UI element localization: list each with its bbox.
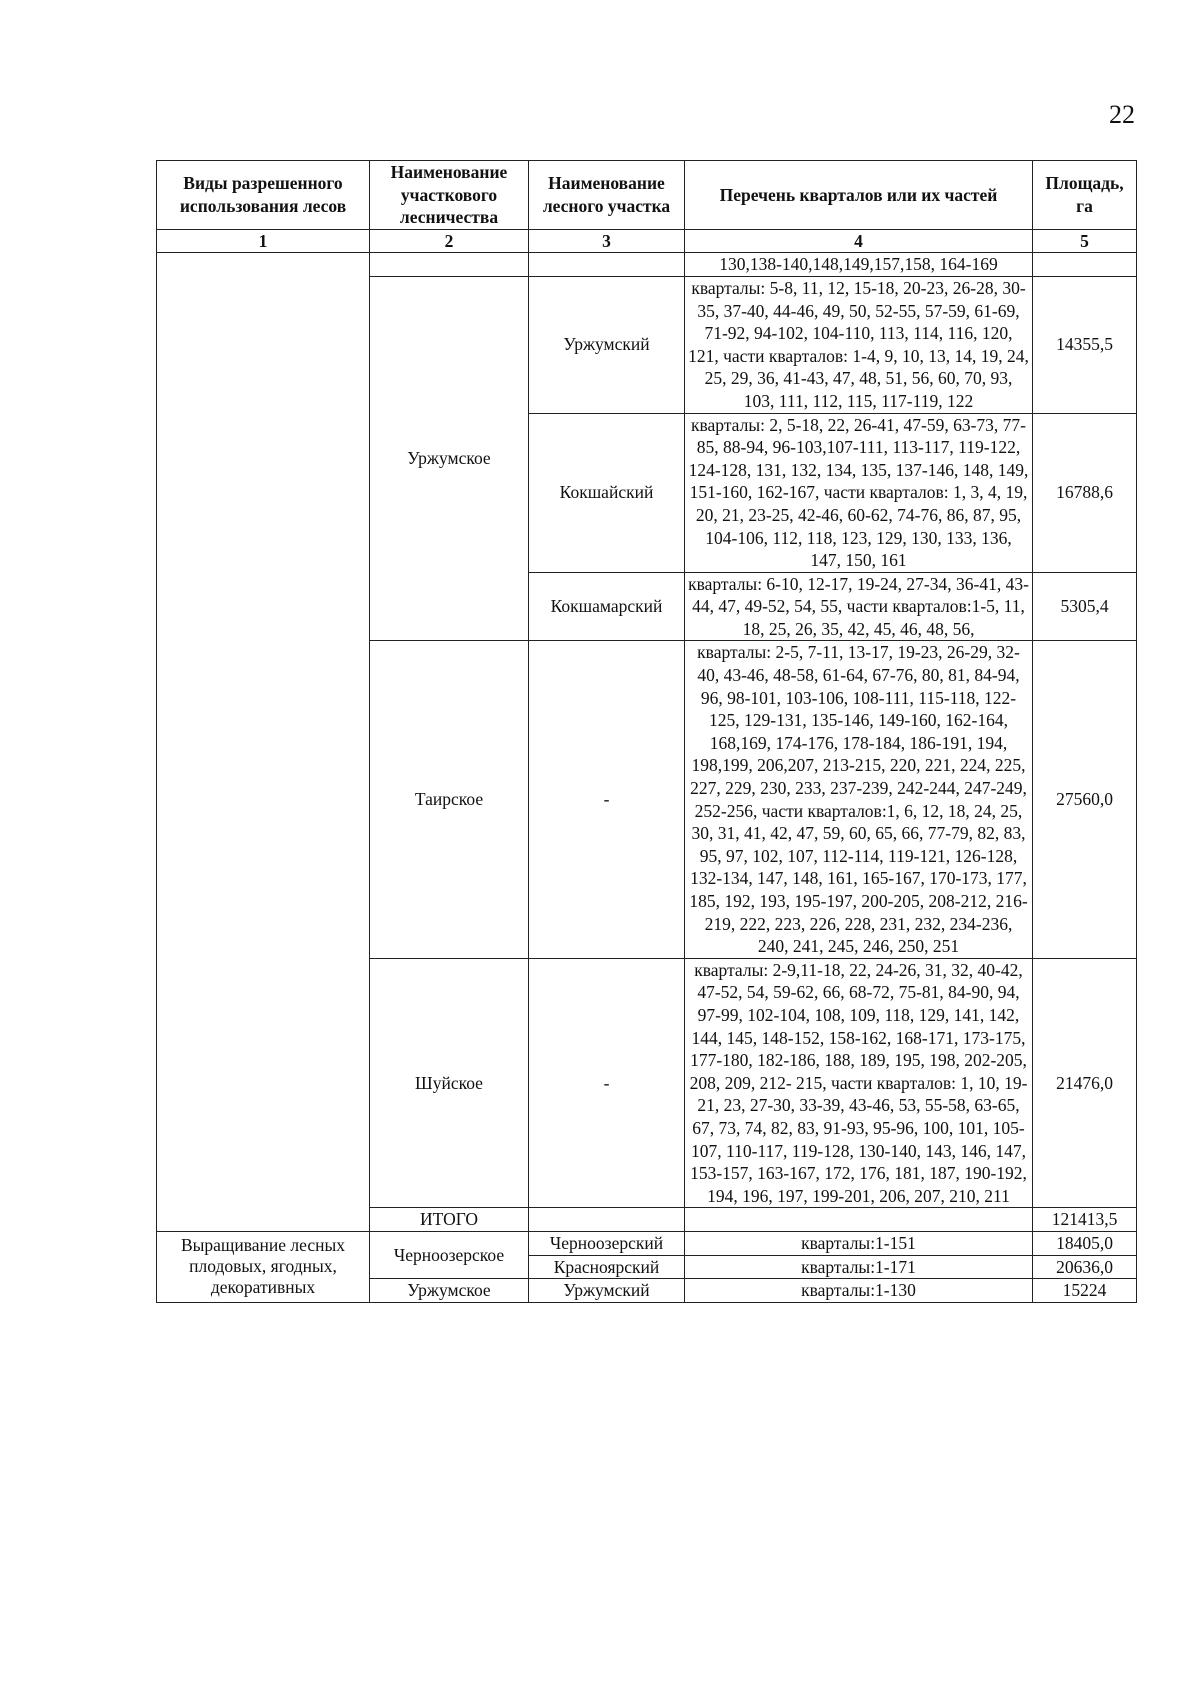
quarters-cell: кварталы: 6-10, 12-17, 19-24, 27-34, 36-41, 43-44, 47, 49-52, 54, 55, части кварталов:1-5, 11, 18, 25, 26, 35, 42, 45, 46, 48, 56,: [685, 572, 1033, 641]
header-area: Площадь, га: [1033, 161, 1137, 230]
header-plot: Наименование лесного участка: [529, 161, 685, 230]
plot-cell: -: [529, 958, 685, 1208]
column-number: 4: [685, 229, 1033, 253]
quarters-cell: кварталы: 5-8, 11, 12, 15-18, 20-23, 26-28, 30-35, 37-40, 44-46, 49, 50, 52-55, 57-59, 61-69, 71-92, 94-102, 104-110, 113, 114, 116, 120, 121, части кварталов: 1-4, 9, 10, 13, 14, 19, 24, 25, 29, 36, 41-43, 47, 48, 51, 56, 60, 70, 93, 103, 111, 112, 115, 117-119, 122: [685, 276, 1033, 413]
plot-cell: Уржумский: [529, 276, 685, 413]
quarters-cell: кварталы: 2-9,11-18, 22, 24-26, 31, 32, 40-42, 47-52, 54, 59-62, 66, 68-72, 75-81, 84-90, 94, 97-99, 102-104, 108, 109, 118, 129, 141, 142, 144, 145, 148-152, 158-162, 168-171, 173-175, 177-180, 182-186, 188, 189, 195, 198, 202-205, 208, 209, 212- 215, части кварталов: 1, 10, 19-21, 23, 27-30, 33-39, 43-46, 53, 55-58, 63-65, 67, 73, 74, 82, 83, 91-93, 95-96, 100, 101, 105-107, 110-117, 119-128, 130-140, 143, 146, 147, 153-157, 163-167, 172, 176, 181, 187, 190-192, 194, 196, 197, 199-201, 206, 207, 210, 211: [685, 958, 1033, 1208]
total-area: 121413,5: [1033, 1208, 1137, 1232]
district-cell: Таирское: [370, 641, 529, 958]
district-cell-empty: [370, 253, 529, 277]
plot-cell: Черноозерский: [529, 1231, 685, 1255]
area-cell: 5305,4: [1033, 572, 1137, 641]
table-row: [157, 253, 1137, 277]
table-row: [157, 1231, 1137, 1255]
district-cell: Черноозерское: [370, 1231, 529, 1278]
column-number: 2: [370, 229, 529, 253]
use-type-cell: Выращивание лесных плодовых, ягодных, декоративных: [157, 1231, 370, 1302]
area-cell: 18405,0: [1033, 1231, 1137, 1255]
area-cell: 27560,0: [1033, 641, 1137, 958]
total-label: ИТОГО: [370, 1208, 529, 1232]
quarters-cell: 130,138-140,148,149,157,158, 164-169: [685, 253, 1033, 277]
column-number: 5: [1033, 229, 1137, 253]
header-use-type: Виды разрешенного использования лесов: [157, 161, 370, 230]
column-number: 1: [157, 229, 370, 253]
page-number: 22: [1109, 100, 1135, 129]
total-quarters-empty: [685, 1208, 1033, 1232]
plot-cell-empty: [529, 253, 685, 277]
area-cell: 20636,0: [1033, 1255, 1137, 1279]
plot-cell: Кокшайский: [529, 413, 685, 572]
quarters-cell: кварталы: 2-5, 7-11, 13-17, 19-23, 26-29, 32-40, 43-46, 48-58, 61-64, 67-76, 80, 81, 84-94, 96, 98-101, 103-106, 108-111, 115-118, 122-125, 129-131, 135-146, 149-160, 162-164, 168,169, 174-176, 178-184, 186-191, 194, 198,199, 206,207, 213-215, 220, 221, 224, 225, 227, 229, 230, 233, 237-239, 242-244, 247-249, 252-256, части кварталов:1, 6, 12, 18, 24, 25, 30, 31, 41, 42, 47, 59, 60, 65, 66, 77-79, 82, 83, 95, 97, 102, 107, 112-114, 119-121, 126-128, 132-134, 147, 148, 161, 165-167, 170-173, 177, 185, 192, 193, 195-197, 200-205, 208-212, 216-219, 222, 223, 226, 228, 231, 232, 234-236, 240, 241, 245, 246, 250, 251: [685, 641, 1033, 958]
area-cell: 16788,6: [1033, 413, 1137, 572]
header-district: Наименование участкового лесничества: [370, 161, 529, 230]
forest-use-table: [156, 160, 1137, 1303]
area-cell: 15224: [1033, 1279, 1137, 1303]
header-quarters: Перечень кварталов или их частей: [685, 161, 1033, 230]
header-row: [157, 161, 1137, 230]
plot-cell: Уржумский: [529, 1279, 685, 1303]
area-cell: 14355,5: [1033, 276, 1137, 413]
plot-cell: Кокшамарский: [529, 572, 685, 641]
area-cell: 21476,0: [1033, 958, 1137, 1208]
column-number-row: [157, 229, 1137, 253]
district-cell: Уржумское: [370, 1279, 529, 1303]
use-type-cell-empty: [157, 253, 370, 1232]
plot-cell: Красноярский: [529, 1255, 685, 1279]
total-plot-empty: [529, 1208, 685, 1232]
column-number: 3: [529, 229, 685, 253]
quarters-cell: кварталы:1-151: [685, 1231, 1033, 1255]
district-cell: Шуйское: [370, 958, 529, 1208]
quarters-cell: кварталы:1-130: [685, 1279, 1033, 1303]
plot-cell: -: [529, 641, 685, 958]
quarters-cell: кварталы: 2, 5-18, 22, 26-41, 47-59, 63-73, 77-85, 88-94, 96-103,107-111, 113-117, 119-122, 124-128, 131, 132, 134, 135, 137-146, 148, 149, 151-160, 162-167, части кварталов: 1, 3, 4, 19, 20, 21, 23-25, 42-46, 60-62, 74-76, 86, 87, 95, 104-106, 112, 118, 123, 129, 130, 133, 136, 147, 150, 161: [685, 413, 1033, 572]
district-cell: Уржумское: [370, 276, 529, 641]
quarters-cell: кварталы:1-171: [685, 1255, 1033, 1279]
area-cell: [1033, 253, 1137, 277]
